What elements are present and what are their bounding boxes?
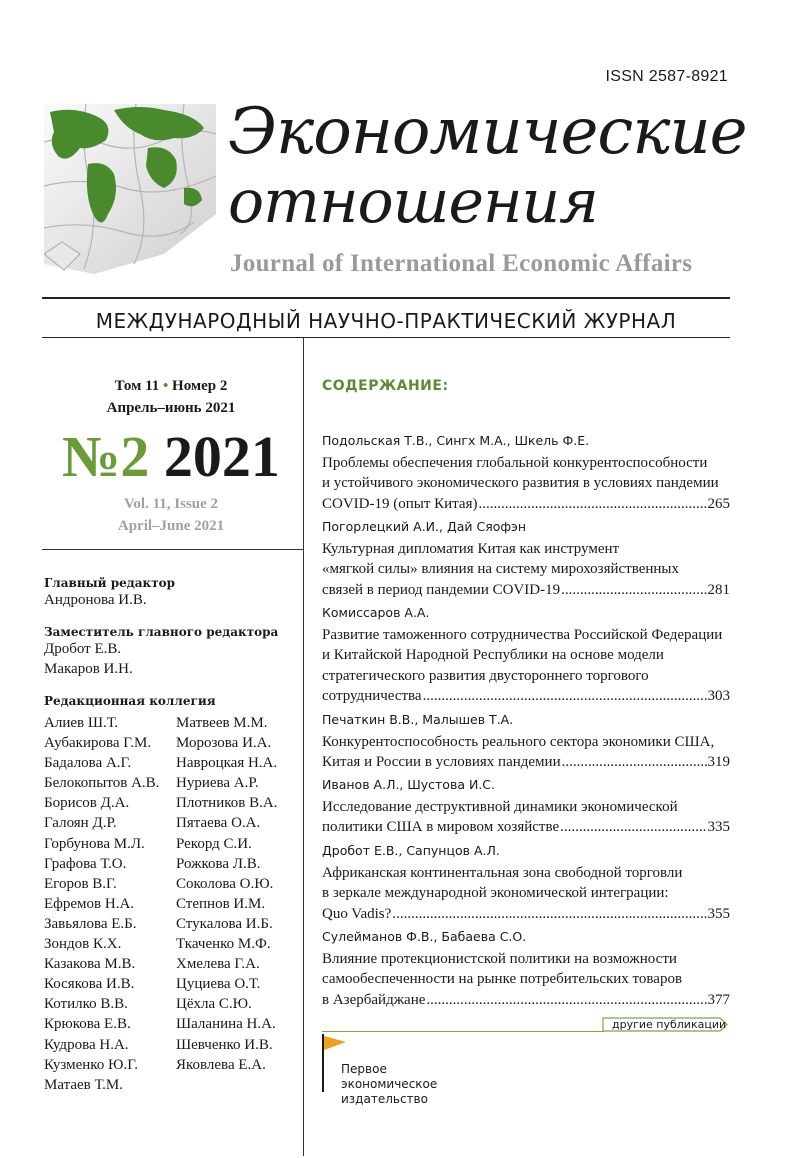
board-member: Нуриева А.Р. — [176, 775, 259, 792]
toc-entry[interactable] — [322, 604, 730, 706]
toc-entry[interactable] — [322, 711, 730, 773]
journal-title-line2: отношения — [228, 167, 598, 237]
volume-label: Том 11 — [114, 378, 160, 394]
board-member: Матвеев М.М. — [176, 715, 268, 731]
toc-title-last-line — [322, 990, 730, 1010]
board-member: Горбунова М.Л. — [44, 835, 145, 852]
subtitle-rule — [42, 337, 730, 338]
column-divider — [303, 338, 304, 1156]
toc-title-last-line — [322, 580, 730, 600]
board-heading: Редакционная коллегия — [44, 694, 216, 708]
top-rule — [42, 297, 730, 299]
toc-authors: Иванов А.Л., Шустова И.С. — [322, 777, 495, 792]
toc-title-line: самообеспеченности на рынке потребительских товаров — [322, 971, 683, 988]
toc-authors: Дробот Е.В., Сапунцов А.Л. — [322, 843, 500, 858]
board-member: Цёхла С.Ю. — [176, 996, 252, 1013]
number-label: Номер 2 — [172, 378, 228, 394]
more-publications-link[interactable]: другие публикации — [612, 1018, 727, 1031]
journal-subtitle: МЕЖДУНАРОДНЫЙ НАУЧНО-ПРАКТИЧЕСКИЙ ЖУРНАЛ — [95, 309, 677, 333]
toc-title-text: сотрудничества — [322, 687, 422, 704]
toc-title-line: в зеркале международной экономической интеграции: — [322, 885, 669, 902]
toc-title-last-line — [322, 752, 730, 772]
bullet-dot: • — [163, 378, 169, 394]
toc-leader-dots — [562, 752, 707, 772]
big-year: 2021 — [163, 424, 280, 489]
toc-page-number: 377 — [707, 991, 730, 1008]
board-member: Ткаченко М.Ф. — [176, 936, 271, 953]
more-rule — [322, 1031, 604, 1032]
issue-big-number — [42, 424, 300, 489]
chief-editor-heading: Главный редактор — [44, 576, 176, 590]
toc-entry[interactable] — [322, 776, 730, 838]
toc-page-number: 303 — [707, 687, 730, 704]
board-column-1 — [44, 713, 159, 1095]
english-title: Journal of International Economic Affairs — [230, 250, 693, 277]
toc-title-last-line — [322, 686, 730, 706]
board-member: Галоян Д.Р. — [44, 815, 117, 832]
toc-title-text: COVID-19 (опыт Китая) — [322, 495, 478, 512]
board-member: Косякова И.В. — [44, 976, 135, 993]
issn: ISSN 2587-8921 — [605, 68, 728, 85]
toc-title-last-line — [322, 817, 730, 837]
board-member: Рожкова Л.В. — [176, 855, 261, 872]
toc-title-last-line — [322, 494, 730, 514]
toc-page-number: 265 — [707, 495, 730, 512]
board-member: Морозова И.А. — [176, 735, 272, 752]
toc-authors: Сулейманов Ф.В., Бабаева С.О. — [322, 929, 527, 944]
toc-title-line: Развитие таможенного сотрудничества Российской Федерации — [322, 627, 723, 643]
board-member: Графова Т.О. — [44, 855, 127, 872]
board-member: Навроцкая Н.А. — [176, 755, 278, 772]
toc-title-last-line — [322, 904, 730, 924]
toc-page-number: 281 — [707, 581, 730, 598]
board-member: Котилко В.В. — [44, 996, 128, 1013]
toc-entry[interactable] — [322, 928, 730, 1010]
volume-english: Vol. 11, Issue 2 — [123, 496, 219, 512]
board-member: Яковлева Е.А. — [176, 1056, 266, 1073]
board-member: Рекорд С.И. — [176, 835, 252, 852]
toc-leader-dots — [561, 580, 706, 600]
toc-leader-dots — [392, 904, 706, 924]
journal-title-line1: Экономические — [228, 95, 747, 169]
toc-heading: СОДЕРЖАНИЕ: — [322, 378, 449, 394]
toc-title-text: связей в период пандемии COVID-19 — [322, 581, 561, 598]
toc-title-line: Культурная дипломатия Китая как инструмент — [322, 541, 620, 557]
toc-title-line: Конкурентоспособность реального сектора экономики США, — [322, 734, 715, 750]
publisher-line: издательство — [341, 1092, 428, 1106]
deputy-editor-heading: Заместитель главного редактора — [44, 625, 279, 639]
board-member: Степнов И.М. — [176, 895, 266, 912]
toc-entry[interactable] — [322, 518, 730, 600]
toc-title-line: и Китайской Народной Республики на основе модели — [322, 647, 664, 664]
toc-title-text: Китая и России в условиях пандемии — [322, 754, 561, 771]
board-member: Бадалова А.Г. — [44, 755, 132, 772]
puzzle-globe-image — [44, 104, 216, 274]
board-member: Завьялова Е.Б. — [44, 915, 137, 932]
board-member: Стукалова И.Б. — [176, 915, 273, 932]
toc-leader-dots — [423, 686, 707, 706]
toc-page-number: 319 — [707, 754, 730, 771]
toc-title-line: Исследование деструктивной динамики экономической — [322, 799, 678, 815]
board-member: Алиев Ш.Т. — [44, 715, 119, 731]
big-number: №2 — [62, 424, 150, 489]
toc-page-number: 335 — [707, 819, 730, 836]
toc-leader-dots — [478, 494, 706, 514]
toc-title-line: Проблемы обеспечения глобальной конкурентоспособности — [322, 455, 708, 471]
board-member: Зондов К.Х. — [44, 936, 122, 953]
issue-volume-line — [42, 378, 300, 395]
board-member: Пятаева О.А. — [176, 815, 261, 832]
board-member: Ефремов Н.А. — [44, 895, 135, 912]
toc-authors: Подольская Т.В., Сингх М.А., Шкель Ф.Е. — [322, 433, 590, 448]
toc-authors: Печаткин В.В., Малышев Т.А. — [322, 712, 514, 727]
board-member: Борисов Д.А. — [44, 795, 130, 812]
toc-title-text: политики США в мировом хозяйстве — [322, 819, 560, 836]
board-member: Цуциева О.Т. — [176, 976, 261, 993]
board-member: Соколова О.Ю. — [176, 875, 274, 892]
board-member: Плотников В.А. — [176, 795, 278, 812]
left-section-rule — [42, 549, 303, 550]
board-member: Кудрова Н.А. — [44, 1036, 129, 1053]
board-member: Хмелева Г.А. — [176, 956, 260, 973]
board-member: Егоров В.Г. — [44, 875, 117, 892]
toc-leader-dots — [560, 817, 706, 837]
toc-title-line: и устойчивого экономического развития в условиях пандемии — [322, 475, 719, 492]
chief-editor-name: Андронова И.В. — [44, 592, 147, 608]
toc-entry[interactable] — [322, 432, 730, 514]
board-member: Казакова М.В. — [44, 956, 136, 973]
toc-entry[interactable] — [322, 842, 730, 924]
board-member: Белокопытов А.В. — [44, 775, 160, 792]
board-member: Аубакирова Г.М. — [44, 735, 152, 752]
toc-authors: Комиссаров А.А. — [322, 605, 430, 620]
publisher-name — [341, 1062, 437, 1107]
publisher-line: Первое — [341, 1062, 387, 1076]
toc-title-text: Quo Vadis? — [322, 905, 392, 922]
issue-period: Апрель–июнь 2021 — [106, 400, 236, 416]
board-member: Кузменко Ю.Г. — [44, 1056, 138, 1073]
toc-page-number: 355 — [707, 905, 730, 922]
deputy-editor-name: Дробот Е.В. — [44, 641, 122, 657]
board-member: Шаланина Н.А. — [176, 1016, 276, 1033]
publisher-line: экономическое — [341, 1077, 438, 1091]
deputy-editor-name: Макаров И.Н. — [44, 661, 133, 677]
toc-leader-dots — [426, 990, 706, 1010]
board-member: Шевченко И.В. — [176, 1036, 273, 1053]
toc-title-line: Африканская континентальная зона свободной торговли — [322, 865, 683, 881]
toc-title-text: в Азербайджане — [322, 991, 426, 1008]
period-english: April–June 2021 — [117, 518, 225, 534]
board-column-2 — [176, 713, 277, 1075]
toc-title-line: «мягкой силы» влияния на систему мирохозяйственных — [322, 561, 680, 578]
board-member: Матаев Т.М. — [44, 1076, 123, 1093]
toc-title-line: стратегического развития двустороннего торгового — [322, 667, 649, 684]
toc-authors: Погорлецкий А.И., Дай Сяофэн — [322, 519, 527, 534]
board-member: Крюкова Е.В. — [44, 1016, 131, 1033]
toc-title-line: Влияние протекционистской политики на возможности — [322, 951, 677, 967]
